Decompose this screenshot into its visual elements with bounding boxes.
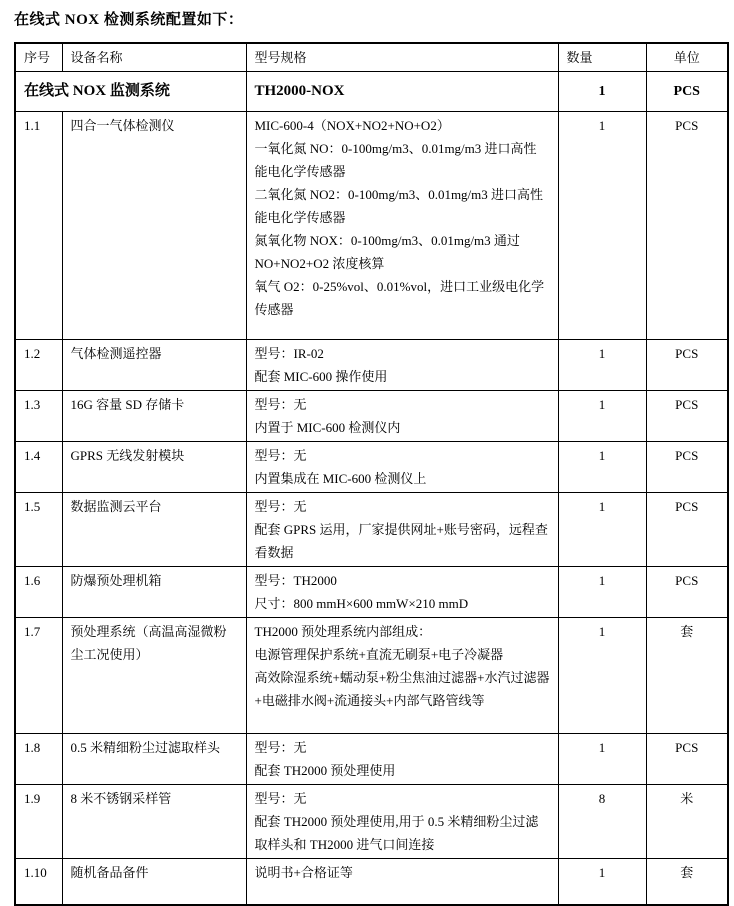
row-name-cell: 预处理系统（高温高湿微粉尘工况使用）: [62, 618, 246, 734]
spec-line: TH2000 预处理系统内部组成：: [254, 624, 432, 639]
row-qty-cell: 1: [558, 618, 646, 734]
row-spec-cell: [246, 618, 558, 734]
row-no-cell: 1.3: [15, 391, 62, 442]
row-no-cell: 1.6: [15, 567, 62, 618]
spec-line: 高效除湿系统+蠕动泵+粉尘焦油过滤器+水汽过滤器+电磁排水阀+流通接头+内部气路管线等: [254, 670, 550, 708]
spec-line: 说明书+合格证等: [254, 865, 353, 880]
equipment-config-table: [14, 42, 729, 906]
row-unit-cell: PCS: [646, 112, 728, 340]
row-unit-cell: PCS: [646, 734, 728, 785]
system-unit-cell: PCS: [646, 72, 728, 112]
header-spec: 型号规格: [246, 43, 558, 72]
spec-line: 型号：无: [254, 740, 307, 755]
row-spec-cell: [246, 734, 558, 785]
spec-line: 电源管理保护系统+直流无刷泵+电子冷凝器: [254, 647, 504, 662]
row-spec-cell: [246, 442, 558, 493]
table-row: [15, 567, 728, 618]
spec-line: 型号：TH2000: [254, 573, 337, 588]
row-no-cell: 1.1: [15, 112, 62, 340]
spec-line: 配套 TH2000 预处理使用,用于 0.5 米精细粉尘过滤取样头和 TH2000 进气口间连接: [254, 814, 539, 852]
table-row: [15, 859, 728, 905]
spec-line: 内置于 MIC-600 检测仪内: [254, 420, 401, 435]
row-no-cell: 1.4: [15, 442, 62, 493]
row-name-cell: 16G 容量 SD 存储卡: [62, 391, 246, 442]
spec-line: 氮氧化物 NOX：0-100mg/m3、0.01mg/m3 通过 NO+NO2+O2 浓度核算: [254, 233, 520, 271]
row-qty-cell: 1: [558, 734, 646, 785]
header-qty: 数量: [558, 43, 646, 72]
row-spec-cell: [246, 859, 558, 905]
row-no-cell: 1.8: [15, 734, 62, 785]
row-name-cell: 气体检测遥控器: [62, 340, 246, 391]
header-no: 序号: [15, 43, 62, 72]
spec-line: 型号：无: [254, 397, 307, 412]
row-unit-cell: 米: [646, 785, 728, 859]
row-name-cell: 8 米不锈钢采样管: [62, 785, 246, 859]
system-model-cell: TH2000-NOX: [246, 72, 558, 112]
spec-line: 配套 TH2000 预处理使用: [254, 763, 396, 778]
row-qty-cell: 8: [558, 785, 646, 859]
row-unit-cell: PCS: [646, 391, 728, 442]
spec-line: 尺寸：800 mmH×600 mmW×210 mmD: [254, 596, 469, 611]
row-unit-cell: 套: [646, 618, 728, 734]
spec-line: 氧气 O2：0-25%vol、0.01%vol，进口工业级电化学传感器: [254, 279, 545, 317]
header-name: 设备名称: [62, 43, 246, 72]
row-unit-cell: 套: [646, 859, 728, 905]
row-unit-cell: PCS: [646, 340, 728, 391]
row-unit-cell: PCS: [646, 567, 728, 618]
row-name-cell: 0.5 米精细粉尘过滤取样头: [62, 734, 246, 785]
row-qty-cell: 1: [558, 493, 646, 567]
system-qty-cell: 1: [558, 72, 646, 112]
row-qty-cell: 1: [558, 340, 646, 391]
row-no-cell: 1.10: [15, 859, 62, 905]
row-qty-cell: 1: [558, 567, 646, 618]
row-spec-cell: [246, 112, 558, 340]
spec-line: 一氧化氮 NO：0-100mg/m3、0.01mg/m3 进口高性能电化学传感器: [254, 141, 537, 179]
table-row: [15, 618, 728, 734]
system-name-cell: 在线式 NOX 监测系统: [15, 72, 246, 112]
row-no-cell: 1.5: [15, 493, 62, 567]
row-qty-cell: 1: [558, 112, 646, 340]
table-row: [15, 734, 728, 785]
row-name-cell: GPRS 无线发射模块: [62, 442, 246, 493]
table-row: [15, 340, 728, 391]
spec-line: 配套 MIC-600 操作使用: [254, 369, 388, 384]
spec-line: 二氧化氮 NO2：0-100mg/m3、0.01mg/m3 进口高性能电化学传感器: [254, 187, 544, 225]
row-name-cell: 防爆预处理机箱: [62, 567, 246, 618]
row-name-cell: 数据监测云平台: [62, 493, 246, 567]
table-row: [15, 785, 728, 859]
row-no-cell: 1.9: [15, 785, 62, 859]
row-spec-cell: [246, 391, 558, 442]
table-row: [15, 391, 728, 442]
spec-line: 配套 GPRS 运用，厂家提供网址+账号密码，远程查看数据: [254, 522, 548, 560]
system-summary-row: [15, 72, 728, 112]
row-qty-cell: 1: [558, 391, 646, 442]
table-row: [15, 442, 728, 493]
header-unit: 单位: [646, 43, 728, 72]
table-row: [15, 493, 728, 567]
row-spec-cell: [246, 493, 558, 567]
spec-line: 型号：无: [254, 448, 307, 463]
table-row: [15, 112, 728, 340]
spec-line: 型号：无: [254, 791, 307, 806]
row-spec-cell: [246, 785, 558, 859]
row-no-cell: 1.7: [15, 618, 62, 734]
spec-line: 型号：IR-02: [254, 346, 324, 361]
spec-line: MIC-600-4（NOX+NO2+NO+O2）: [254, 118, 450, 133]
row-qty-cell: 1: [558, 442, 646, 493]
row-spec-cell: [246, 567, 558, 618]
row-qty-cell: 1: [558, 859, 646, 905]
document-title: 在线式 NOX 检测系统配置如下：: [14, 12, 244, 28]
row-name-cell: 四合一气体检测仪: [62, 112, 246, 340]
row-unit-cell: PCS: [646, 442, 728, 493]
spec-line: 内置集成在 MIC-600 检测仪上: [254, 471, 427, 486]
table-header-row: [15, 43, 728, 72]
row-spec-cell: [246, 340, 558, 391]
spec-line: 型号：无: [254, 499, 307, 514]
row-unit-cell: PCS: [646, 493, 728, 567]
row-no-cell: 1.2: [15, 340, 62, 391]
row-name-cell: 随机备品备件: [62, 859, 246, 905]
